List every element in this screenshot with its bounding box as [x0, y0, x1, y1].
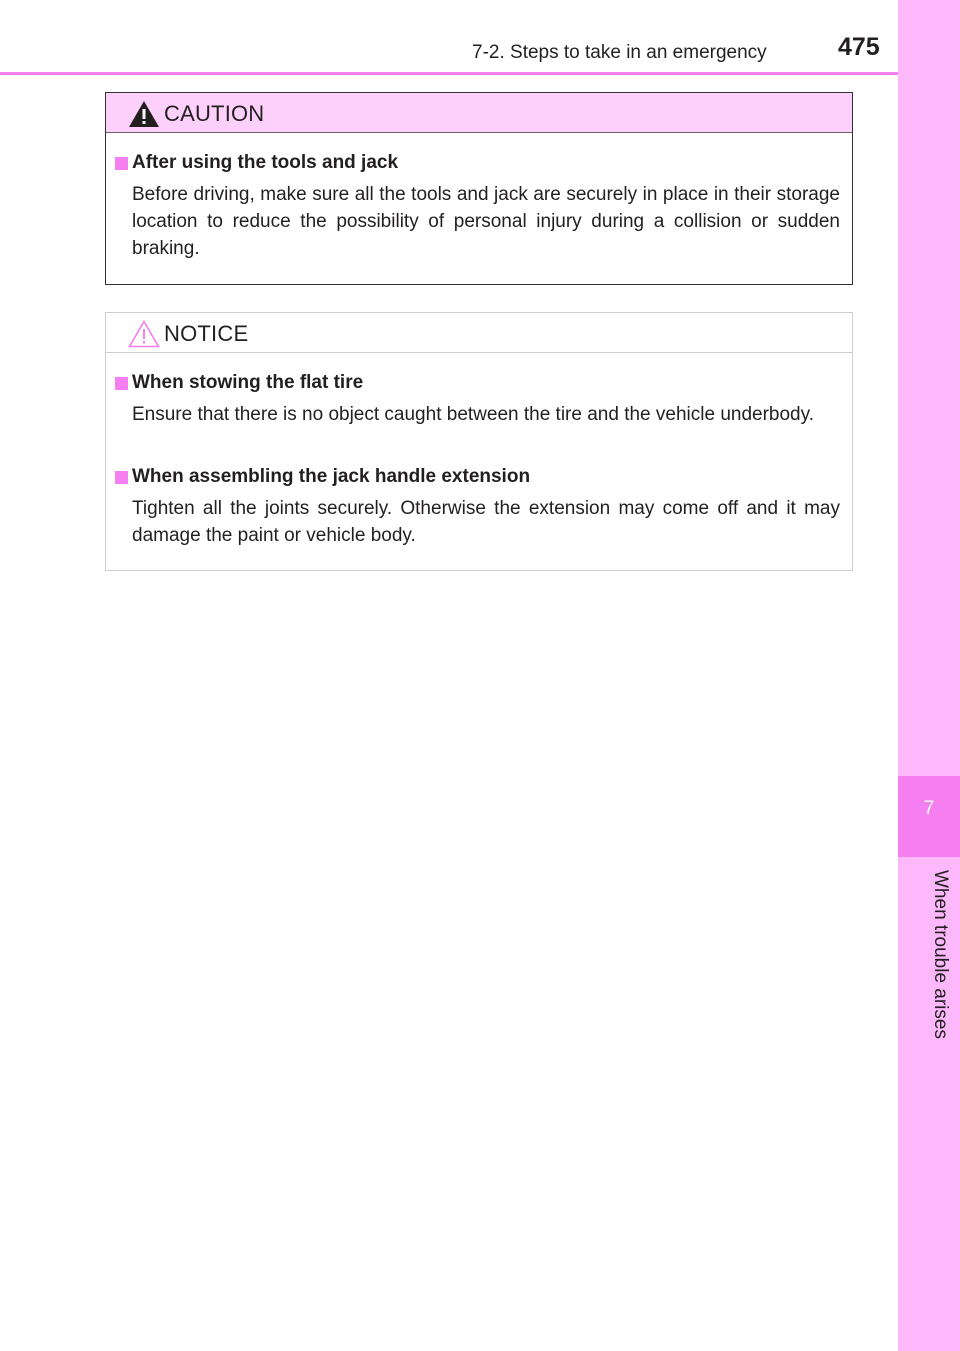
caution-item-title: After using the tools and jack: [132, 152, 399, 173]
page-number: 475: [838, 33, 880, 61]
warning-triangle-icon: [127, 99, 161, 129]
chapter-tab[interactable]: [898, 776, 960, 857]
caution-box: [105, 92, 853, 285]
notice-triangle-icon: [127, 319, 161, 349]
notice-item-title: When stowing the flat tire: [132, 372, 364, 393]
caution-title: CAUTION: [164, 101, 265, 126]
notice-item-title: When assembling the jack handle extension: [132, 466, 531, 487]
caution-header: [106, 93, 852, 133]
notice-item: [115, 371, 840, 428]
notice-item: [115, 465, 840, 549]
header-rule: [0, 72, 898, 75]
notice-title: NOTICE: [164, 321, 249, 346]
caution-item-body: Before driving, make sure all the tools and jack are securely in place in their storage location to reduce the possibility of personal injury during a collision or sudden braking.: [132, 184, 840, 259]
chapter-number: 7: [923, 798, 935, 819]
bullet-square-icon: [115, 471, 128, 484]
side-tab: [898, 0, 960, 1351]
section-title: 7-2. Steps to take in an emergency: [472, 42, 767, 63]
notice-item-body: Ensure that there is no object caught between the tire and the vehicle underbody.: [132, 404, 814, 425]
notice-box: [105, 312, 853, 571]
notice-header: [106, 313, 852, 353]
bullet-square-icon: [115, 157, 128, 170]
notice-item-body: Tighten all the joints securely. Otherwise the extension may come off and it may damage the paint or vehicle body.: [132, 498, 840, 546]
bullet-square-icon: [115, 377, 128, 390]
caution-item: [115, 151, 840, 262]
chapter-label: When trouble arises: [930, 870, 951, 1039]
